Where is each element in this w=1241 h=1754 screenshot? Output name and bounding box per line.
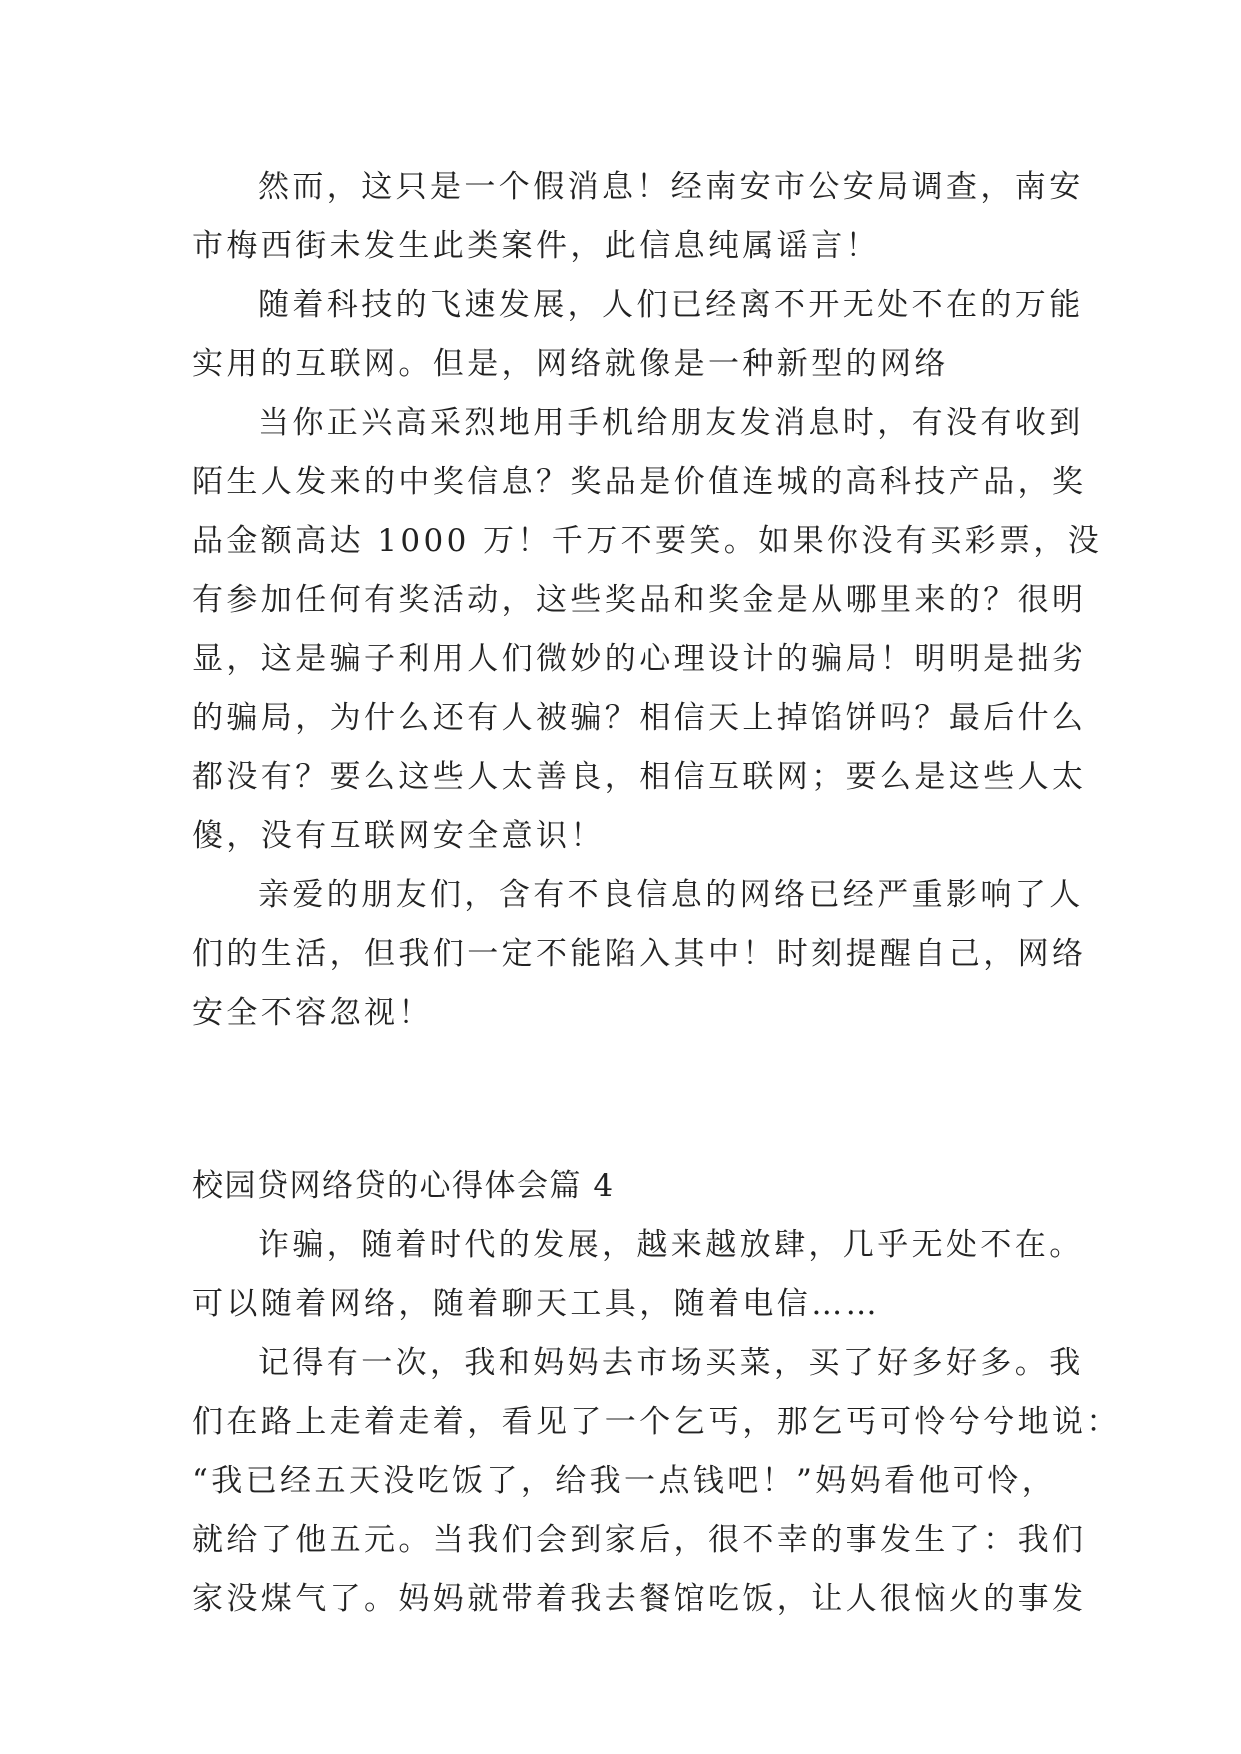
paragraph-prize-scam	[192, 394, 1103, 866]
paragraph-internet	[192, 276, 1084, 394]
text-line: 品金额高达 1000 万！千万不要笑。如果你没有买彩票，没	[192, 523, 1103, 559]
text-line: 都没有？要么这些人太善良，相信互联网；要么是这些人太	[192, 759, 1087, 795]
paragraph-rumor	[192, 158, 1084, 276]
text-line: 然而，这只是一个假消息！经南安市公安局调查，南安	[258, 169, 1084, 205]
text-line: 就给了他五元。当我们会到家后，很不幸的事发生了：我们	[192, 1522, 1087, 1558]
text-line: 有参加任何有奖活动，这些奖品和奖金是从哪里来的？很明	[192, 582, 1087, 618]
text-line: 显，这是骗子利用人们微妙的心理设计的骗局！明明是拙劣	[192, 641, 1087, 677]
text-line: 们的生活，但我们一定不能陷入其中！时刻提醒自己，网络	[192, 936, 1087, 972]
paragraph-fraud-intro	[192, 1216, 1084, 1334]
text-line: 实用的互联网。但是，网络就像是一种新型的网络	[192, 346, 949, 382]
text-line: 可以随着网络，随着聊天工具，随着电信……	[192, 1286, 880, 1322]
section-heading: 校园贷网络贷的心得体会篇 4	[192, 1168, 615, 1204]
text-line: 当你正兴高采烈地用手机给朋友发消息时，有没有收到	[258, 405, 1084, 441]
paragraph-beggar-story	[192, 1334, 1121, 1629]
text-line: 记得有一次，我和妈妈去市场买菜，买了好多好多。我	[258, 1345, 1084, 1381]
text-line: 诈骗，随着时代的发展，越来越放肆，几乎无处不在。	[258, 1227, 1084, 1263]
text-line: 亲爱的朋友们，含有不良信息的网络已经严重影响了人	[258, 877, 1084, 913]
text-line: 傻，没有互联网安全意识！	[192, 818, 605, 854]
text-line: 安全不容忽视！	[192, 995, 433, 1031]
document-body	[192, 158, 1121, 1629]
text-line: 随着科技的飞速发展，人们已经离不开无处不在的万能	[258, 287, 1084, 323]
text-line: 们在路上走着走着，看见了一个乞丐，那乞丐可怜兮兮地说：	[192, 1404, 1121, 1440]
text-line: 的骗局，为什么还有人被骗？相信天上掉馅饼吗？最后什么	[192, 700, 1087, 736]
text-line: “我已经五天没吃饭了，给我一点钱吧！”妈妈看他可怜，	[192, 1463, 1057, 1499]
text-line: 陌生人发来的中奖信息？奖品是价值连城的高科技产品，奖	[192, 464, 1087, 500]
section-spacer	[192, 1043, 1052, 1157]
text-line: 市梅西街未发生此类案件，此信息纯属谣言！	[192, 228, 880, 264]
paragraph-conclusion	[192, 866, 1087, 1043]
text-line: 家没煤气了。妈妈就带着我去餐馆吃饭，让人很恼火的事发	[192, 1581, 1087, 1617]
